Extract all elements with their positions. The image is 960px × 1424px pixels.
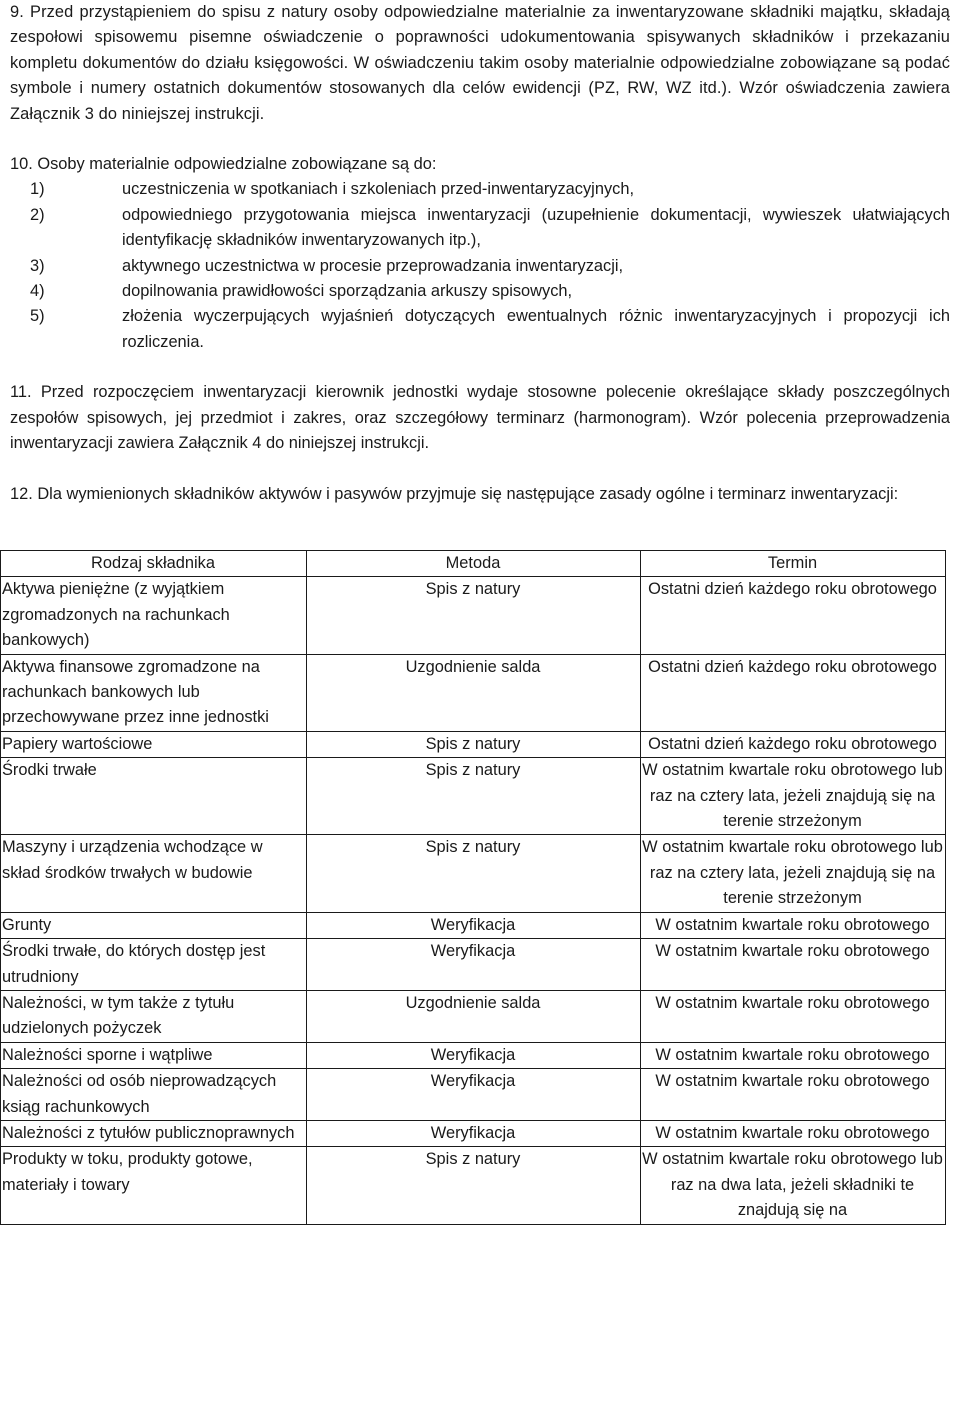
table-row: [1, 1042, 946, 1068]
cell-method: Spis z natury: [307, 1147, 641, 1224]
obligations-list: [10, 177, 950, 355]
list-item-text: złożenia wyczerpujących wyjaśnień dotyczących ewentualnych różnic inwentaryzacyjnych i propozycji ich rozliczenia.: [122, 307, 950, 351]
cell-method: Uzgodnienie salda: [307, 990, 641, 1042]
cell-method: Spis z natury: [307, 758, 641, 835]
table-row: [1, 939, 946, 991]
cell-item: Papiery wartościowe: [1, 731, 307, 757]
table-row: [1, 835, 946, 912]
cell-term: W ostatnim kwartale roku obrotowego lub raz na cztery lata, jeżeli znajdują się na terenie strzeżonym: [641, 835, 946, 912]
cell-method: Weryfikacja: [307, 912, 641, 938]
document-page: [10, 0, 950, 507]
cell-term: W ostatnim kwartale roku obrotowego: [641, 990, 946, 1042]
cell-term: Ostatni dzień każdego roku obrotowego: [641, 731, 946, 757]
table-row: [1, 654, 946, 731]
cell-term: W ostatnim kwartale roku obrotowego: [641, 1069, 946, 1121]
header-item-type: Rodzaj składnika: [1, 551, 307, 577]
cell-item: Środki trwałe: [1, 758, 307, 835]
cell-item: Grunty: [1, 912, 307, 938]
table-row: [1, 1120, 946, 1146]
paragraph-10-intro: 10. Osoby materialnie odpowiedzialne zobowiązane są do:: [10, 155, 437, 174]
cell-term: W ostatnim kwartale roku obrotowego: [641, 1120, 946, 1146]
cell-item: Należności sporne i wątpliwe: [1, 1042, 307, 1068]
cell-method: Spis z natury: [307, 731, 641, 757]
list-item-text: dopilnowania prawidłowości sporządzania arkuszy spisowych,: [122, 282, 573, 301]
table-row: [1, 758, 946, 835]
spacer: [10, 355, 950, 380]
cell-term: W ostatnim kwartale roku obrotowego: [641, 939, 946, 991]
list-item-number: 3): [30, 256, 45, 275]
paragraph-12: 12. Dla wymienionych składników aktywów i pasywów przyjmuje się następujące zasady ogólne i terminarz inwentaryzacji:: [10, 484, 899, 503]
cell-item: Aktywa finansowe zgromadzone na rachunkach bankowych lub przechowywane przez inne jednostki: [1, 654, 307, 731]
table-row: [1, 990, 946, 1042]
cell-method: Spis z natury: [307, 577, 641, 654]
cell-term: Ostatni dzień każdego roku obrotowego: [641, 577, 946, 654]
inventory-schedule-table: [0, 550, 946, 1225]
list-item-text: uczestniczenia w spotkaniach i szkoleniach przed-inwentaryzacyjnych,: [122, 180, 634, 199]
paragraph-11: 11. Przed rozpoczęciem inwentaryzacji kierownik jednostki wydaje stosowne polecenie określające składy poszczególnych zespołów spisowych, jej przedmiot i zakres, oraz szczegółowy terminarz (harmonogram). Wzór polecenia przeprowadzenia inwentaryzacji zawiera Załącznik 4 do niniejszej instrukcji.: [10, 383, 950, 453]
cell-term: Ostatni dzień każdego roku obrotowego: [641, 654, 946, 731]
cell-item: Aktywa pieniężne (z wyjątkiem zgromadzonych na rachunkach bankowych): [1, 577, 307, 654]
cell-term: W ostatnim kwartale roku obrotowego: [641, 1042, 946, 1068]
table-row: [1, 1069, 946, 1121]
cell-term: W ostatnim kwartale roku obrotowego lub raz na dwa lata, jeżeli składniki te znajdują się na: [641, 1147, 946, 1224]
list-item-text: aktywnego uczestnictwa w procesie przeprowadzania inwentaryzacji,: [122, 256, 624, 275]
cell-item: Należności od osób nieprowadzących ksiąg rachunkowych: [1, 1069, 307, 1121]
list-item: [10, 279, 950, 304]
list-item-number: 5): [30, 307, 45, 326]
list-item: [10, 304, 950, 355]
list-item-text: odpowiedniego przygotowania miejsca inwentaryzacji (uzupełnienie dokumentacji, wywieszek ułatwiających identyfikację składników inwentaryzowanych itp.),: [122, 205, 950, 250]
table-row: [1, 1147, 946, 1224]
cell-item: Maszyny i urządzenia wchodzące w skład środków trwałych w budowie: [1, 835, 307, 912]
cell-method: Weryfikacja: [307, 1069, 641, 1121]
cell-method: Weryfikacja: [307, 939, 641, 991]
list-item: [10, 254, 950, 279]
cell-item: Środki trwałe, do których dostęp jest utrudniony: [1, 939, 307, 991]
table-row: [1, 731, 946, 757]
list-item: [10, 177, 950, 202]
cell-term: W ostatnim kwartale roku obrotowego: [641, 912, 946, 938]
list-item-number: 2): [30, 205, 45, 224]
cell-item: Należności z tytułów publicznoprawnych: [1, 1120, 307, 1146]
cell-method: Weryfikacja: [307, 1042, 641, 1068]
spacer: [10, 127, 950, 152]
table-header-row: [1, 551, 946, 577]
spacer: [10, 457, 950, 482]
cell-item: Produkty w toku, produkty gotowe, materiały i towary: [1, 1147, 307, 1224]
list-item: [10, 203, 950, 254]
cell-method: Weryfikacja: [307, 1120, 641, 1146]
cell-term: W ostatnim kwartale roku obrotowego lub raz na cztery lata, jeżeli znajdują się na terenie strzeżonym: [641, 758, 946, 835]
table-row: [1, 912, 946, 938]
cell-method: Spis z natury: [307, 835, 641, 912]
cell-method: Uzgodnienie salda: [307, 654, 641, 731]
paragraph-9: 9. Przed przystąpieniem do spisu z natury osoby odpowiedzialne materialnie za inwentaryzowane składniki majątku, składają zespołowi spisowemu pisemne oświadczenie o poprawności udokumentowania spisywanych składników i przekazaniu kompletu dokumentów do działu księgowości. W oświadczeniu takim osoby materialnie odpowiedzialne zobowiązane są podać symbole i numery ostatnich dokumentów stosowanych dla celów ewidencji (PZ, RW, WZ itd.). Wzór oświadczenia zawiera Załącznik 3 do niniejszej instrukcji.: [10, 3, 950, 123]
header-method: Metoda: [307, 551, 641, 577]
cell-item: Należności, w tym także z tytułu udzielonych pożyczek: [1, 990, 307, 1042]
table-row: [1, 577, 946, 654]
list-item-number: 4): [30, 282, 45, 301]
header-term: Termin: [641, 551, 946, 577]
list-item-number: 1): [30, 180, 45, 199]
